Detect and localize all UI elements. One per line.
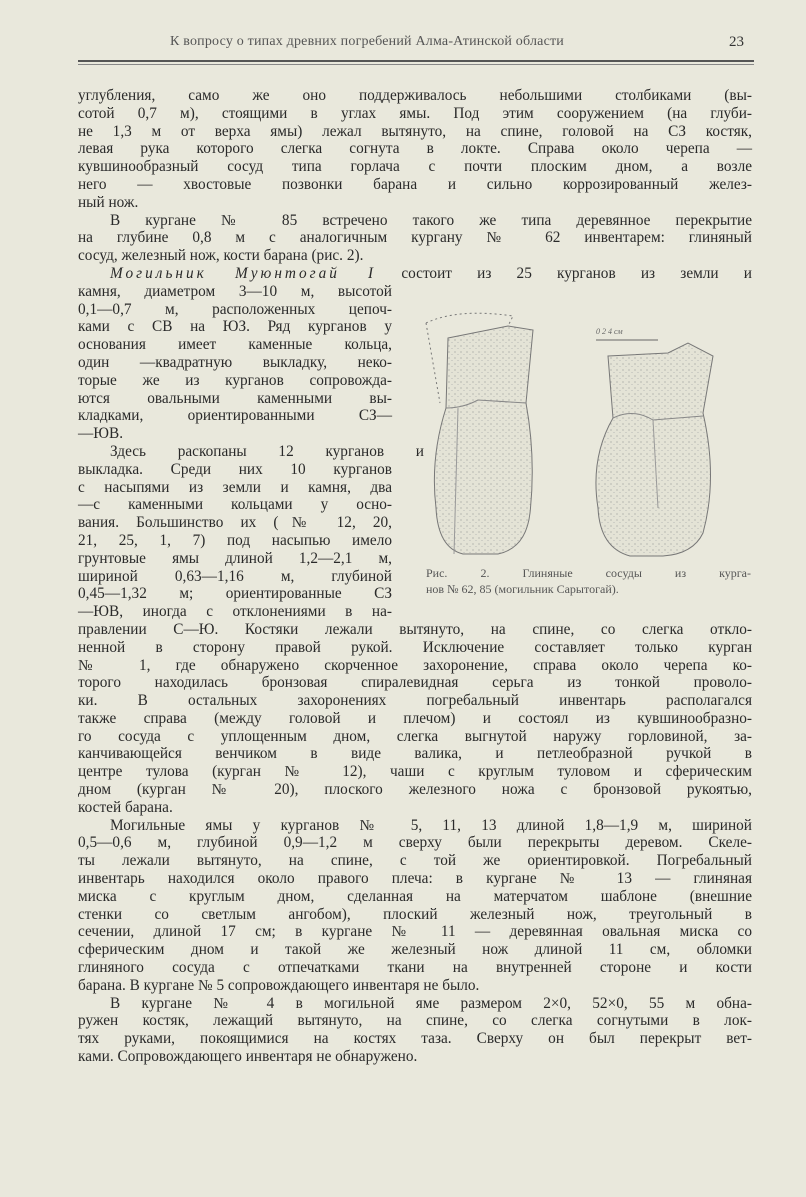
- line-text: вания. Большинство их (№ 12, 20,: [78, 514, 392, 532]
- running-title: К вопросу о типах древних погребений Алма-Атинской области: [170, 34, 564, 49]
- line-text: барана. В кургане № 5 сопровождающего инвентаря не было.: [78, 976, 480, 994]
- vessel-kurgan-85: [596, 343, 713, 556]
- line-text: углубления, само же оно поддерживалось небольшими столбиками (вы-: [78, 87, 752, 104]
- line-text: ются овальными каменными вы-: [78, 389, 392, 407]
- text-line: [78, 425, 392, 443]
- text-line: [78, 1030, 752, 1048]
- line-text: дном (курган № 20), плоского железного ножа с бронзовой рукоятью,: [78, 781, 752, 799]
- line-text: левая рука которого слегка согнута в локте. Справа около черепа —: [78, 140, 752, 158]
- text-line: [78, 941, 752, 959]
- text-line: [78, 532, 392, 550]
- figure-2: [418, 308, 754, 603]
- line-text: Могильные ямы у курганов № 5, 11, 13 длиной 1,8—1,9 м, шириной: [110, 816, 752, 834]
- line-text: глиняного сосуда с отпечатками ткани на внутренней стороне и кости: [78, 959, 752, 977]
- line-text: на глубине 0,8 м с аналогичным кургану № 62 инвентарем: глиняный: [78, 229, 752, 247]
- line-text: —с каменными кольцами у осно-: [78, 496, 392, 514]
- text-line: [78, 585, 392, 603]
- text-line: [78, 496, 392, 514]
- line-text: один —квадратную выкладку, неко-: [78, 353, 392, 371]
- line-text: —ЮВ, иногда с отклонениями в на-: [78, 603, 392, 621]
- line-text: ты лежали вытянуто, на спине, с той же ориентировкой. Погребальный: [78, 852, 752, 870]
- text-line: [78, 407, 392, 425]
- line-text: сосуд, железный нож, кости барана (рис. 2).: [78, 247, 364, 265]
- line-text: основания имеет каменные кольца,: [78, 336, 392, 354]
- line-text: центре тулова (курган № 12), чаши с круглым туловом и сферическим: [78, 763, 752, 781]
- text-line: [78, 247, 752, 265]
- text-line: [78, 817, 752, 835]
- text-line: [78, 212, 752, 230]
- text-line: [78, 568, 392, 586]
- text-line: [78, 479, 392, 497]
- text-line: [78, 621, 752, 639]
- line-text: го сосуда с уплощенным дном, слегка выгнутой наружу горловиной, за-: [78, 727, 752, 745]
- text-line: [78, 639, 752, 657]
- text-line: [78, 763, 752, 781]
- text-line: [78, 301, 392, 319]
- text-line: [78, 194, 752, 212]
- text-line: [78, 158, 752, 176]
- line-text: сотой 0,7 м), стоящими в углах ямы. Под этим сооружением (на глуби-: [78, 104, 752, 122]
- line-text: В кургане № 4 в могильной яме размером 2×0, 52×0, 55 м обна-: [110, 994, 752, 1012]
- text-line: [78, 995, 752, 1013]
- line-text: ками с СВ на ЮЗ. Ряд курганов у: [78, 318, 392, 336]
- text-line: [78, 799, 752, 817]
- line-text: тях руками, покоящимися на костях таза. Сверху он был перекрыт вет-: [78, 1030, 752, 1048]
- text-line: [78, 603, 392, 621]
- line-text: ный нож.: [78, 193, 139, 211]
- text-line: [78, 390, 392, 408]
- text-line: [78, 781, 752, 799]
- text-line: [78, 959, 752, 977]
- text-line: [78, 834, 752, 852]
- text-line: [78, 265, 752, 283]
- line-text: грунтовые ямы длиной 1,2—2,1 м,: [78, 549, 392, 567]
- header-rule: [78, 60, 754, 62]
- text-line: [78, 105, 752, 123]
- line-text: Здесь раскопаны 12 курганов и: [110, 442, 424, 460]
- clay-vessels-drawing: [418, 308, 754, 563]
- page-number: 23: [729, 34, 744, 50]
- line-text: не 1,3 м от верха ямы) лежал вытянуто, на спине, головой на СЗ костяк,: [78, 122, 752, 140]
- vessel-kurgan-62: [426, 313, 533, 554]
- text-line: [78, 657, 752, 675]
- text-line: [78, 674, 752, 692]
- text-line: [78, 745, 752, 763]
- line-text: ружен костяк, лежащий вытянуто, на спине, со слегка согнутыми в лок-: [78, 1012, 752, 1030]
- line-text: торого находилась бронзовая спиралевидная серьга из тонкой проволо-: [78, 674, 752, 692]
- text-line: [78, 710, 752, 728]
- burial-ground-name: Могильник Муюнтогай I: [110, 264, 377, 282]
- text-line: [78, 229, 752, 247]
- text-line: [78, 318, 392, 336]
- line-text: правлении С—Ю. Костяки лежали вытянуто, на спине, со слегка откло-: [78, 620, 752, 638]
- text-line: [78, 283, 392, 301]
- text-line: [78, 906, 752, 924]
- text-line: [78, 140, 752, 158]
- text-line: [78, 923, 752, 941]
- line-text: с насыпями из земли и камня, два: [78, 478, 392, 496]
- figure-caption: [426, 565, 751, 597]
- text-line: [78, 87, 752, 105]
- text-line: [78, 852, 752, 870]
- line-text: сечении, длиной 17 см; в кургане № 11 — деревянная овальная миска со: [78, 923, 752, 941]
- line-text: 0,1—0,7 м, расположенных цепоч-: [78, 300, 392, 318]
- line-text: канчивающейся венчиком в виде валика, и петлеобразной ручкой в: [78, 745, 752, 763]
- line-text: 21, 25, 1, 7) под насыпью имело: [78, 531, 392, 549]
- line-text: ками. Сопровождающего инвентаря не обнаружено.: [78, 1048, 418, 1066]
- header-rule-thin: [78, 64, 754, 65]
- caption-line: нов № 62, 85 (могильник Сарытогай).: [426, 582, 619, 596]
- text-line: [78, 888, 752, 906]
- running-header: [80, 34, 752, 54]
- line-text: шириной 0,63—1,16 м, глубиной: [78, 567, 392, 585]
- line-text: камня, диаметром 3—10 м, высотой: [78, 282, 392, 300]
- text-line: [78, 372, 392, 390]
- text-line: [78, 443, 424, 461]
- text-line: [78, 514, 392, 532]
- line-text: него — хвостовые позвонки барана и сильно коррозированный желез-: [78, 175, 752, 193]
- line-text: сферическим дном и такой же железный нож длиной 11 см, обломки: [78, 941, 752, 959]
- line-text: стенки со светлым ангобом), плоский железный нож, треугольный в: [78, 905, 752, 923]
- line-text: —ЮВ.: [78, 425, 124, 443]
- line-text: 0,5—0,6 м, глубиной 0,9—1,2 м сверху были перекрыты деревом. Скеле-: [78, 834, 752, 852]
- line-text: кладками, ориентированными СЗ—: [78, 407, 392, 425]
- line-text: ки. В остальных захоронениях погребальный инвентарь располагался: [78, 692, 752, 710]
- text-line: [78, 1012, 752, 1030]
- line-text: № 1, где обнаружено скорченное захоронение, справа около черепа ко-: [78, 656, 752, 674]
- text-line: [78, 123, 752, 141]
- text-line: [78, 336, 392, 354]
- line-text: костей барана.: [78, 798, 173, 816]
- line-text: В кургане № 85 встречено такого же типа деревянное перекрытие: [110, 211, 752, 229]
- text-line: [78, 1048, 752, 1066]
- line-text: 0,45—1,32 м; ориентированные СЗ: [78, 585, 392, 603]
- line-text: состоит из 25 курганов из земли и: [376, 264, 752, 282]
- line-text: кувшинообразный сосуд типа горлача с почти плоским дном, а возле: [78, 158, 752, 176]
- line-text: также справа (между головой и плечом) и состоял из кувшинообразно-: [78, 709, 752, 727]
- text-line: [78, 977, 752, 995]
- scale-label: 0 2 4 см: [596, 327, 623, 336]
- text-line: [78, 461, 392, 479]
- line-text: выкладка. Среди них 10 курганов: [78, 460, 392, 478]
- text-line: [78, 354, 392, 372]
- text-line: [78, 176, 752, 194]
- text-line: [78, 728, 752, 746]
- text-line: [78, 870, 752, 888]
- line-text: торые же из курганов сопровожда-: [78, 371, 392, 389]
- text-line: [78, 692, 752, 710]
- line-text: миска с круглым дном, сделанная на матерчатом шаблоне (внешние: [78, 887, 752, 905]
- line-text: инвентарь находился около правого плеча: в кургане № 13 — глиняная: [78, 870, 752, 888]
- text-line: [78, 550, 392, 568]
- caption-line: Рис. 2. Глиняные сосуды из курга-: [426, 566, 751, 580]
- line-text: ненной в сторону правой рукой. Исключение составляет только курган: [78, 638, 752, 656]
